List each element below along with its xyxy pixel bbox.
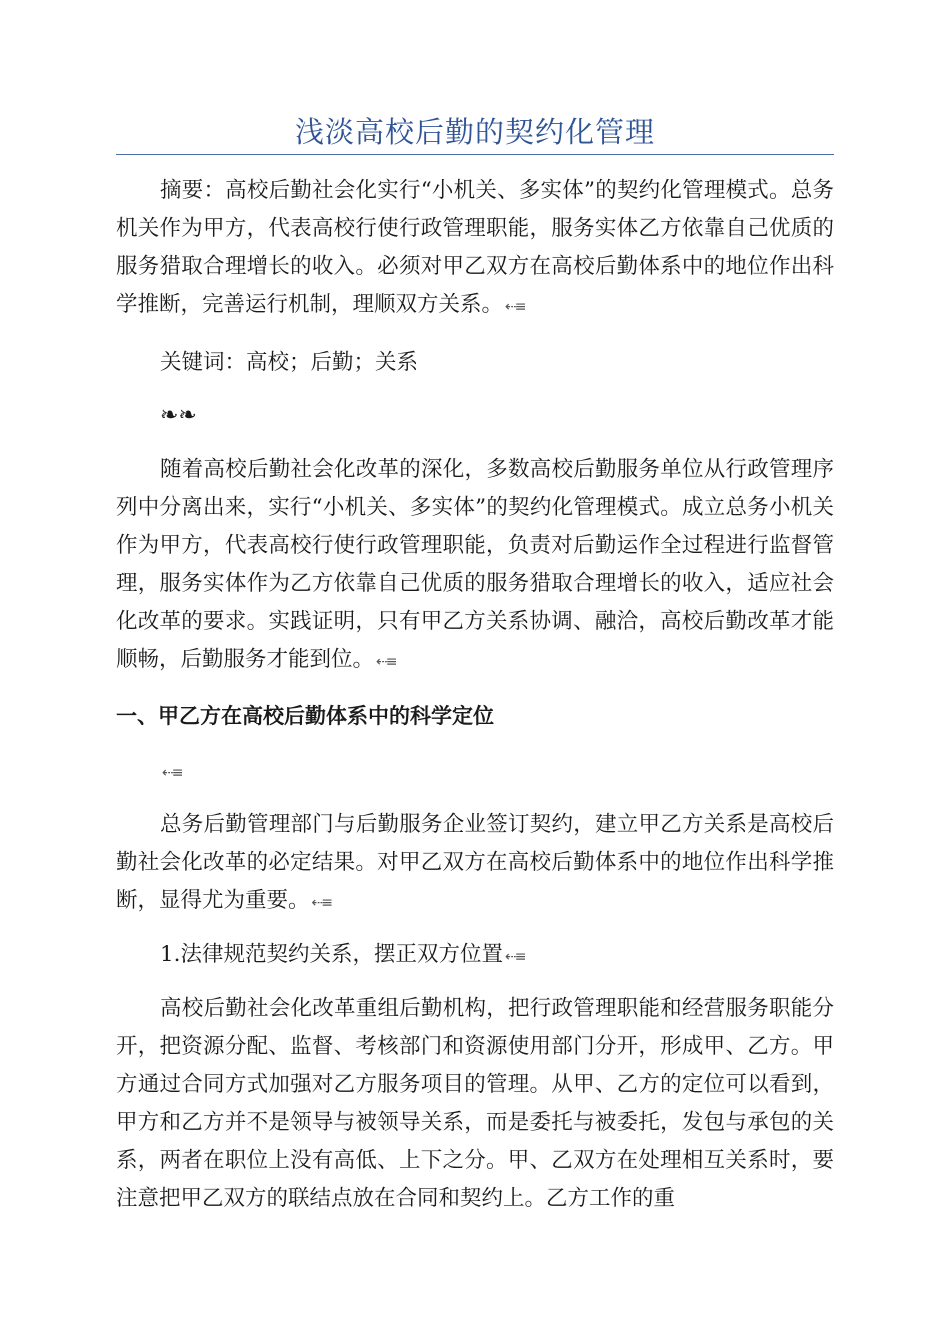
section-paragraph: [116, 806, 834, 922]
ornament-icon: ❧❧: [160, 403, 197, 428]
paragraph-mark-icon: ⇠≡: [505, 299, 525, 315]
section-text: 总务后勤管理部门与后勤服务企业签订契约，建立甲乙方关系是高校后勤社会化改革的必定结果。对甲乙双方在高校后勤体系中的地位作出科学推断，显得尤为重要。: [116, 812, 834, 913]
subsection-paragraph: 高校后勤社会化改革重组后勤机构，把行政管理职能和经营服务职能分开，把资源分配、监督、考核部门和资源使用部门分开，形成甲、乙方。甲方通过合同方式加强对乙方服务项目的管理。从甲、乙方的定位可以看到，甲方和乙方并不是领导与被领导关系，而是委托与被委托，发包与承包的关系，两者在职位上没有高低、上下之分。甲、乙双方在处理相互关系时，要注意把甲乙双方的联结点放在合同和契约上。乙方工作的重: [116, 996, 834, 1211]
section-heading: 一、甲乙方在高校后勤体系中的科学定位: [116, 704, 494, 728]
intro-paragraph: [116, 451, 834, 681]
paragraph-mark-icon: ⇠≡: [505, 949, 525, 965]
intro-text: 随着高校后勤社会化改革的深化，多数高校后勤服务单位从行政管理序列中分离出来，实行“小机关、多实体”的契约化管理模式。成立总务小机关作为甲方，代表高校行使行政管理职能，负责对后勤运作全过程进行监督管理，服务实体作为乙方依靠自己优质的服务猎取合理增长的收入，适应社会化改革的要求。实践证明，只有甲乙方关系协调、融洽，高校后勤改革才能顺畅，后勤服务才能到位。: [116, 457, 834, 672]
paragraph-mark-icon: ⇠≡: [162, 765, 182, 781]
title-underline: [116, 154, 834, 155]
abstract-paragraph: [116, 172, 834, 326]
abstract-text: 摘要：高校后勤社会化实行“小机关、多实体”的契约化管理模式。总务机关作为甲方，代表高校行使行政管理职能，服务实体乙方依靠自己优质的服务猎取合理增长的收入。必须对甲乙双方在高校后勤体系中的地位作出科学推断，完善运行机制，理顺双方关系。: [116, 178, 834, 317]
subsection-heading: [116, 936, 834, 976]
paragraph-mark-icon: ⇠≡: [311, 895, 331, 911]
paragraph-mark-icon: ⇠≡: [376, 654, 396, 670]
keywords-line: 关键词：高校；后勤；关系: [160, 350, 419, 375]
subsection-heading-text: 1.法律规范契约关系，摆正双方位置: [160, 942, 504, 967]
empty-paragraph: [116, 752, 834, 792]
document-title: 浅淡高校后勤的契约化管理: [294, 115, 655, 149]
